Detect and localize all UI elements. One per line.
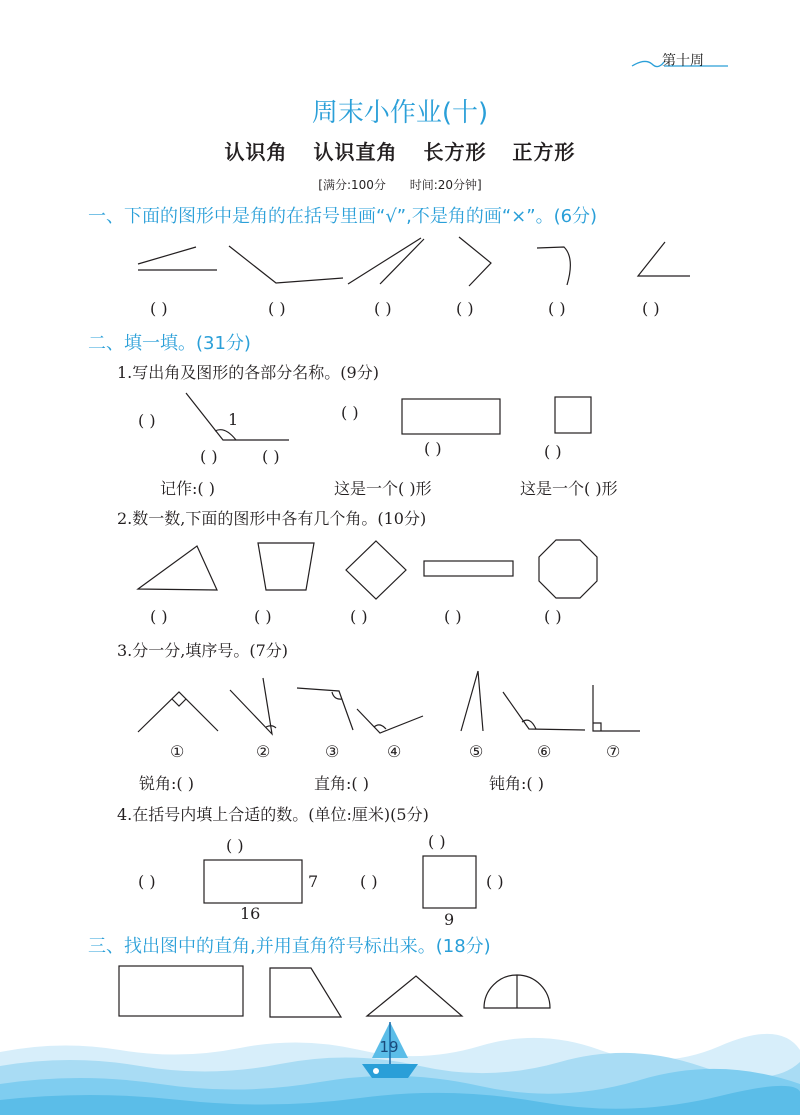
q3-number-5: ⑤ — [469, 742, 484, 761]
q4-figures — [204, 856, 476, 908]
q1-blank-bottom2[interactable]: ( ) — [262, 447, 280, 466]
q3-angles — [138, 671, 640, 734]
q3-number-4: ④ — [387, 742, 402, 761]
s1-blank-5[interactable]: ( ) — [548, 299, 566, 318]
q3-angle-4 — [357, 709, 423, 733]
q1-angle-label: 1 — [228, 410, 239, 429]
q4-sq-top-blank[interactable]: ( ) — [428, 832, 446, 851]
q1-rectangle — [402, 399, 500, 434]
q2-blank-2[interactable]: ( ) — [254, 607, 272, 626]
q3-angle-5 — [461, 671, 483, 731]
q3-right-blank[interactable]: 直角:( ) — [314, 774, 369, 793]
q4-square — [423, 856, 476, 908]
q1-figures — [186, 393, 591, 440]
fig2-open-angle — [229, 246, 343, 283]
q3-angle-1 — [138, 692, 218, 732]
q4-sq-right-blank[interactable]: ( ) — [486, 872, 504, 891]
section2-heading: 二、填一填。(31分) — [88, 333, 251, 354]
q3-number-6: ⑥ — [537, 742, 552, 761]
q3-number-1: ① — [170, 742, 185, 761]
q1-text: 1.写出角及图形的各部分名称。(9分) — [117, 363, 379, 382]
q4-sq-side: 9 — [444, 910, 455, 929]
time-limit: 时间:20分钟] — [409, 178, 482, 192]
q2-figures — [138, 540, 597, 599]
q3-number-3: ③ — [325, 742, 340, 761]
page-subtitle: 认识角 认识直角 长方形 正方形 — [224, 140, 576, 164]
s3-triangle — [367, 976, 462, 1016]
s3-rectangle — [119, 966, 243, 1016]
q4-rectangle — [204, 860, 302, 903]
q3-angle-3 — [297, 688, 353, 730]
s1-blank-6[interactable]: ( ) — [642, 299, 660, 318]
q3-number-2: ② — [256, 742, 271, 761]
q1-blank-square-bottom[interactable]: ( ) — [544, 442, 562, 461]
fig3-angle — [348, 238, 424, 284]
fig5-curve — [537, 247, 570, 285]
q1-angle-arc — [215, 430, 236, 440]
q1-square-sentence[interactable]: 这是一个( )形 — [520, 479, 618, 498]
q1-square — [555, 397, 591, 433]
q3-angle-6 — [503, 692, 585, 730]
section3-heading: 三、找出图中的直角,并用直角符号标出来。(18分) — [88, 936, 491, 957]
q2-long-rectangle — [424, 561, 513, 576]
q2-octagon — [539, 540, 597, 598]
s1-blank-4[interactable]: ( ) — [456, 299, 474, 318]
s1-blank-3[interactable]: ( ) — [374, 299, 392, 318]
fig6-angle — [638, 242, 690, 276]
s1-blank-1[interactable]: ( ) — [150, 299, 168, 318]
q2-blank-5[interactable]: ( ) — [544, 607, 562, 626]
q4-rect-left-blank[interactable]: ( ) — [138, 872, 156, 891]
fig4-angle — [459, 237, 491, 286]
q2-diamond — [346, 541, 406, 599]
q2-blank-1[interactable]: ( ) — [150, 607, 168, 626]
q2-blank-4[interactable]: ( ) — [444, 607, 462, 626]
q3-angle-7 — [593, 685, 640, 731]
q3-acute-blank[interactable]: 锐角:( ) — [139, 774, 194, 793]
s1-blank-2[interactable]: ( ) — [268, 299, 286, 318]
q2-triangle — [138, 546, 217, 590]
section1-heading: 一、下面的图形中是角的在括号里画“√”,不是角的画“×”。(6分) — [88, 206, 598, 227]
q4-rect-length: 16 — [240, 904, 261, 923]
page-title: 周末小作业(十) — [311, 98, 489, 128]
q2-trapezoid — [258, 543, 314, 590]
q4-sq-left-blank[interactable]: ( ) — [360, 872, 378, 891]
fig1-two-lines — [138, 247, 217, 270]
q4-text: 4.在括号内填上合适的数。(单位:厘米)(5分) — [117, 805, 429, 824]
section1-figures — [138, 237, 690, 286]
q4-rect-height: 7 — [308, 872, 319, 891]
q1-blank-bottom1[interactable]: ( ) — [200, 447, 218, 466]
score-time-info — [0, 176, 800, 193]
q3-number-7: ⑦ — [606, 742, 621, 761]
q2-blank-3[interactable]: ( ) — [350, 607, 368, 626]
q1-blank-rect-left[interactable]: ( ) — [341, 403, 359, 422]
q1-blank-rect-bottom[interactable]: ( ) — [424, 439, 442, 458]
q1-rect-sentence[interactable]: 这是一个( )形 — [334, 479, 432, 498]
q1-notation[interactable]: 记作:( ) — [160, 479, 215, 498]
section3-figures — [119, 966, 550, 1017]
s3-semicircle — [484, 975, 550, 1008]
q4-rect-top-blank[interactable]: ( ) — [226, 836, 244, 855]
week-tag: 第十周 — [662, 53, 704, 69]
q3-obtuse-blank[interactable]: 钝角:( ) — [489, 774, 544, 793]
q3-angle-2 — [230, 678, 272, 734]
q2-text: 2.数一数,下面的图形中各有几个角。(10分) — [117, 509, 427, 528]
full-score: [满分:100分 — [318, 178, 386, 192]
q1-blank-left[interactable]: ( ) — [138, 411, 156, 430]
s3-trapezoid — [270, 968, 341, 1017]
q3-text: 3.分一分,填序号。(7分) — [117, 641, 289, 660]
page-number: 19 — [379, 1038, 399, 1056]
